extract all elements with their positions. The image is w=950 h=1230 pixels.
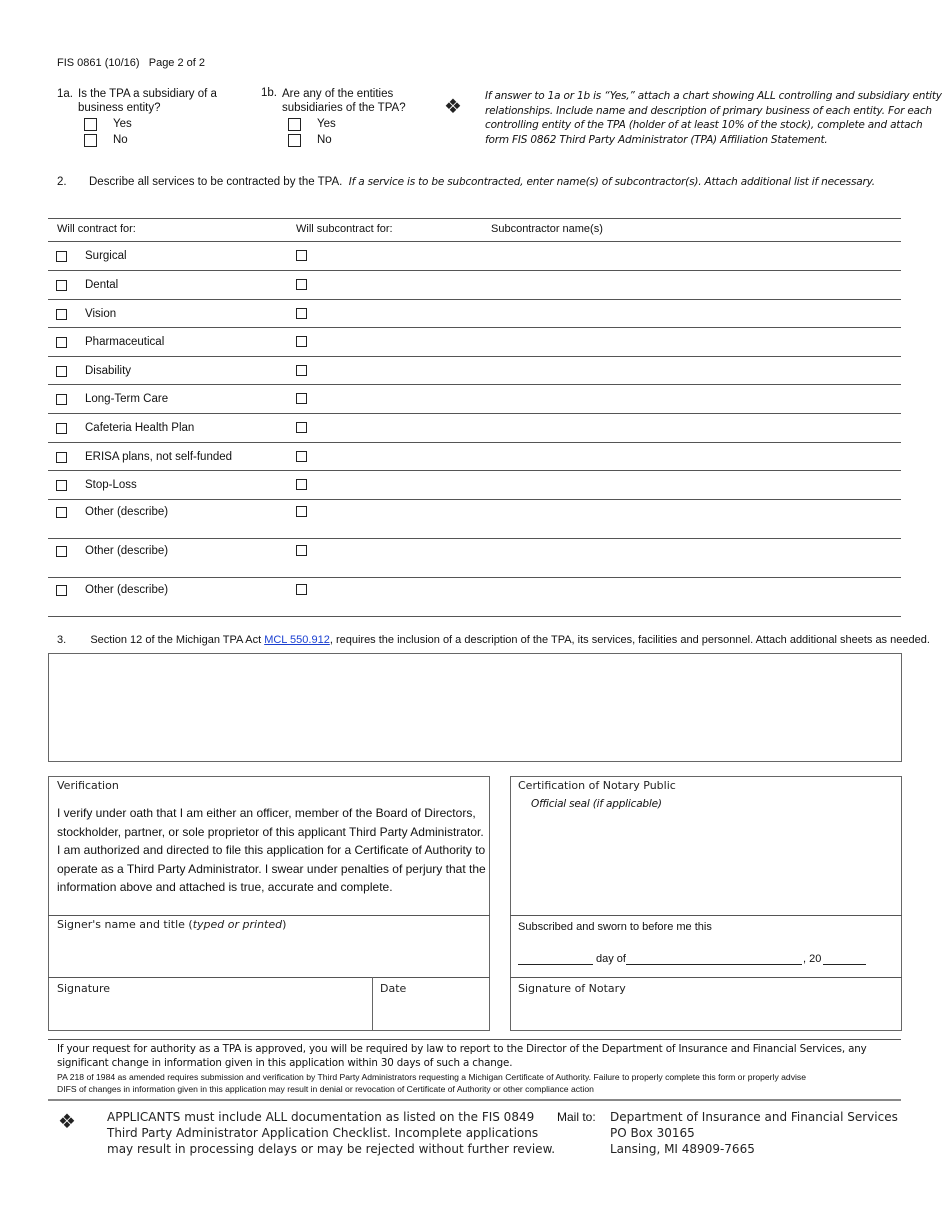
service-label: Pharmaceutical <box>85 336 165 348</box>
mail-to-label: Mail to: <box>557 1110 596 1124</box>
service-label: Other (describe) <box>85 545 169 557</box>
q1b-no-label: No <box>317 134 332 146</box>
year-blank[interactable] <box>823 964 866 965</box>
verification-title: Verification <box>57 779 119 792</box>
service-label: Cafeteria Health Plan <box>85 422 195 434</box>
service-label: Other (describe) <box>85 506 169 518</box>
contract-checkbox-1[interactable] <box>56 251 67 262</box>
signature-field[interactable] <box>49 998 371 1030</box>
footer-notice: If your request for authority as a TPA is approved, you will be required by law to report to the Director of the Department of Insurance and Financial Services, any significant change in information given in this application within 30 days of such a change. <box>57 1043 867 1069</box>
contract-checkbox-7[interactable] <box>56 423 67 434</box>
q1a-no-checkbox[interactable] <box>84 134 97 147</box>
signature-label: Signature <box>57 982 111 995</box>
verification-divider <box>48 915 490 916</box>
contract-checkbox-5[interactable] <box>56 366 67 377</box>
subcontract-checkbox-8[interactable] <box>296 451 307 462</box>
subcontractor-name-field-4[interactable] <box>491 329 899 354</box>
signer-name-field[interactable] <box>49 935 489 975</box>
subcontractor-name-field-7[interactable] <box>491 415 899 440</box>
question-1a: 1a. <box>57 88 73 100</box>
footer-top-border <box>48 1039 901 1040</box>
service-label: Vision <box>85 308 117 320</box>
row-divider <box>48 499 901 500</box>
date-field[interactable] <box>373 998 489 1030</box>
contract-checkbox-10[interactable] <box>56 507 67 518</box>
subcontract-checkbox-4[interactable] <box>296 336 307 347</box>
subcontractor-name-field-10[interactable] <box>491 501 899 536</box>
subcontract-checkbox-3[interactable] <box>296 308 307 319</box>
question-2: 2. Describe all services to be contracted by the TPA. If a service is to be subcontracted, enter name(s) of subcontractor(s). Attach additional list if necessary. <box>57 176 875 188</box>
q1a-yes-label: Yes <box>113 118 132 130</box>
row-divider <box>48 270 901 271</box>
mcl-link[interactable]: MCL 550.912 <box>264 634 330 646</box>
diamond-bullet-icon-2: ❖ <box>58 1111 76 1133</box>
day-blank[interactable] <box>518 964 593 965</box>
notary-signature-divider <box>510 977 902 978</box>
table-top-border <box>48 218 901 219</box>
date-label: Date <box>380 982 407 995</box>
diamond-bullet-icon: ❖ <box>444 96 462 118</box>
row-divider <box>48 413 901 414</box>
row-divider <box>48 442 901 443</box>
question-1b: 1b. <box>261 87 277 99</box>
sworn-text: Subscribed and sworn to before me this <box>518 921 712 933</box>
subcontractor-name-field-8[interactable] <box>491 444 899 468</box>
row-divider <box>48 538 901 539</box>
question-1b-text: Are any of the entities subsidiaries of the TPA? <box>282 88 406 114</box>
header-will-subcontract: Will subcontract for: <box>296 223 393 235</box>
signer-name-label: Signer's name and title (typed or printed) <box>57 918 287 931</box>
row-divider <box>48 577 901 578</box>
notary-signature-field[interactable] <box>511 998 901 1030</box>
official-seal-label: Official seal (if applicable) <box>531 798 662 810</box>
subcontractor-name-field-12[interactable] <box>491 579 899 614</box>
subcontract-checkbox-9[interactable] <box>296 479 307 490</box>
row-divider <box>48 384 901 385</box>
note-1a-1b: If answer to 1a or 1b is “Yes,” attach a chart showing ALL controlling and subsidiary entity relationships. Include name and description of primary business of each entity. For each controlling entity of the TPA (holder of at least 10% of the stock), complete and attach form FIS 0862 Third Party Administrator (TPA) Affiliation Statement. <box>485 90 942 146</box>
service-label: ERISA plans, not self-funded <box>85 451 233 463</box>
q1b-yes-checkbox[interactable] <box>288 118 301 131</box>
subcontractor-name-field-2[interactable] <box>491 272 899 297</box>
question-2-note: If a service is to be subcontracted, enter name(s) of subcontractor(s). Attach additional list if necessary. <box>348 176 875 188</box>
subcontractor-name-field-5[interactable] <box>491 358 899 382</box>
contract-checkbox-9[interactable] <box>56 480 67 491</box>
subcontractor-name-field-6[interactable] <box>491 386 899 411</box>
subcontract-checkbox-12[interactable] <box>296 584 307 595</box>
header-subcontractor-names: Subcontractor name(s) <box>491 223 603 235</box>
notary-title: Certification of Notary Public <box>518 779 676 792</box>
verification-text: I verify under oath that I am either an officer, member of the Board of Directors, stockholder, partner, or sole proprietor of this applicant Third Party Administrator. I am authorized and directed to file this application for a Certificate of Authority to operate as a Third Party Administrator. I swear under penalties of perjury that the information above and attached is true, accurate and complete. <box>57 806 486 894</box>
day-of-label: day of <box>596 953 626 965</box>
subcontractor-name-field-1[interactable] <box>491 243 899 268</box>
form-id: FIS 0861 (10/16) Page 2 of 2 <box>57 57 206 69</box>
applicants-note: APPLICANTS must include ALL documentation as listed on the FIS 0849 Third Party Administrator Application Checklist. Incomplete applications may result in processing delays or may be rejected without further review. <box>107 1110 556 1156</box>
service-label: Long-Term Care <box>85 393 169 405</box>
table-header-border <box>48 241 901 242</box>
service-label: Disability <box>85 365 132 377</box>
contract-checkbox-2[interactable] <box>56 280 67 291</box>
contract-checkbox-8[interactable] <box>56 452 67 463</box>
question-1a-text: Is the TPA a subsidiary of a business entity? <box>78 88 217 114</box>
row-divider <box>48 616 901 617</box>
subcontractor-name-field-3[interactable] <box>491 301 899 325</box>
row-divider <box>48 356 901 357</box>
q1a-no-label: No <box>113 134 128 146</box>
q1b-no-checkbox[interactable] <box>288 134 301 147</box>
page-number: Page 2 of 2 <box>148 57 206 69</box>
footer-legal: PA 218 of 1984 as amended requires submission and verification by Third Party Administrators requesting a Michigan Certificate of Authority. Failure to properly complete this form or properly advise DIFS of changes in information given in this application may result in denial or revocation of Certificate of Authority or other compliance action <box>57 1072 806 1094</box>
notary-divider <box>510 915 902 916</box>
year-prefix: , 20 <box>803 953 822 965</box>
subcontract-checkbox-2[interactable] <box>296 279 307 290</box>
subcontract-checkbox-6[interactable] <box>296 393 307 404</box>
contract-checkbox-6[interactable] <box>56 394 67 405</box>
service-label: Stop-Loss <box>85 479 137 491</box>
row-divider <box>48 299 901 300</box>
subcontract-checkbox-11[interactable] <box>296 545 307 556</box>
month-blank[interactable] <box>626 964 802 965</box>
contract-checkbox-12[interactable] <box>56 585 67 596</box>
subcontract-checkbox-5[interactable] <box>296 365 307 376</box>
subcontract-checkbox-7[interactable] <box>296 422 307 433</box>
row-divider <box>48 327 901 328</box>
service-label: Dental <box>85 279 119 291</box>
subcontract-checkbox-1[interactable] <box>296 250 307 261</box>
footer-bottom-border <box>48 1099 901 1101</box>
subcontract-checkbox-10[interactable] <box>296 506 307 517</box>
notary-signature-label: Signature of Notary <box>518 982 626 995</box>
contract-checkbox-3[interactable] <box>56 309 67 320</box>
mail-address: Department of Insurance and Financial Services PO Box 30165 Lansing, MI 48909-7665 <box>610 1110 898 1156</box>
question-3: 3. Section 12 of the Michigan TPA Act MCL 550.912, requires the inclusion of a description of the TPA, its services, facilities and personnel. Attach additional sheets as needed. <box>57 634 930 646</box>
service-label: Surgical <box>85 250 127 262</box>
subcontractor-name-field-9[interactable] <box>491 472 899 497</box>
q1a-yes-checkbox[interactable] <box>84 118 97 131</box>
signature-divider <box>48 977 490 978</box>
contract-checkbox-4[interactable] <box>56 337 67 348</box>
subcontractor-name-field-11[interactable] <box>491 540 899 575</box>
header-will-contract: Will contract for: <box>57 223 136 235</box>
row-divider <box>48 470 901 471</box>
contract-checkbox-11[interactable] <box>56 546 67 557</box>
q1b-yes-label: Yes <box>317 118 336 130</box>
description-textarea[interactable] <box>48 653 902 762</box>
service-label: Other (describe) <box>85 584 169 596</box>
